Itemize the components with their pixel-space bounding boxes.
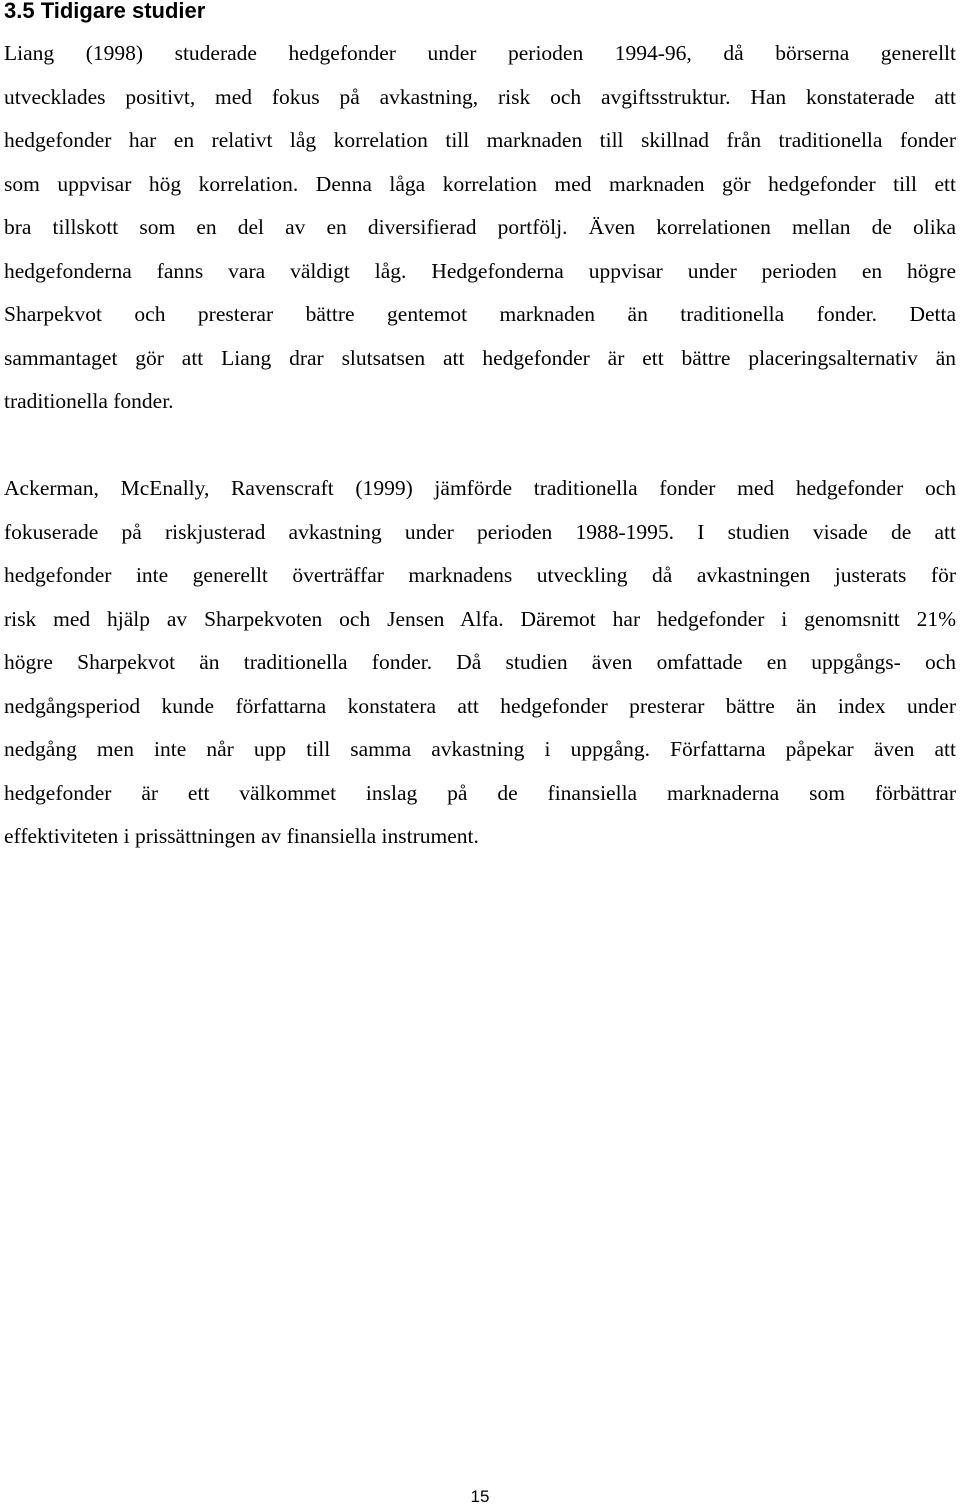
- section-heading: 3.5 Tidigare studier: [4, 0, 206, 23]
- text-line: effektiviteten i prissättningen av finansiella instrument.: [4, 824, 479, 848]
- text-line: traditionella fonder.: [4, 389, 174, 413]
- text-line: Ackerman, McEnally, Ravenscraft (1999) jämförde traditionella fonder med hedgefonder och: [4, 476, 956, 500]
- text-line: Sharpekvot och presterar bättre gentemot marknaden än traditionella fonder. Detta: [4, 302, 956, 326]
- text-line: hedgefonder inte generellt överträffar marknadens utveckling då avkastningen justerats för: [4, 563, 956, 587]
- text-line: hedgefonder har en relativt låg korrelation till marknaden till skillnad från traditionella fonder: [4, 128, 956, 152]
- text-line: högre Sharpekvot än traditionella fonder. Då studien även omfattade en uppgångs- och: [4, 650, 956, 674]
- text-line: risk med hjälp av Sharpekvoten och Jensen Alfa. Däremot har hedgefonder i genomsnitt 21%: [4, 606, 956, 631]
- text-line: fokuserade på riskjusterad avkastning under perioden 1988-1995. I studien visade de att: [4, 519, 956, 544]
- text-line: utvecklades positivt, med fokus på avkastning, risk och avgiftsstruktur. Han konstaterade att: [4, 84, 956, 109]
- text-line: bra tillskott som en del av en diversifierad portfölj. Även korrelationen mellan de olika: [4, 215, 956, 239]
- page-number: 15: [470, 1487, 490, 1506]
- text-line: hedgefonder är ett välkommet inslag på de finansiella marknaderna som förbättrar: [4, 780, 956, 805]
- text-line: nedgång men inte når upp till samma avkastning i uppgång. Författarna påpekar även att: [4, 737, 956, 761]
- text-line: sammantaget gör att Liang drar slutsatsen att hedgefonder är ett bättre placeringsalternativ än: [4, 345, 956, 370]
- paragraph-liang: [4, 32, 956, 424]
- paragraph-ackerman: [4, 467, 956, 859]
- text-line: Liang (1998) studerade hedgefonder under perioden 1994-96, då börserna generellt: [4, 41, 956, 65]
- text-line: hedgefonderna fanns vara väldigt låg. Hedgefonderna uppvisar under perioden en högre: [4, 258, 956, 283]
- text-line: nedgångsperiod kunde författarna konstatera att hedgefonder presterar bättre än index under: [4, 693, 956, 718]
- text-line: som uppvisar hög korrelation. Denna låga korrelation med marknaden gör hedgefonder till ett: [4, 171, 956, 196]
